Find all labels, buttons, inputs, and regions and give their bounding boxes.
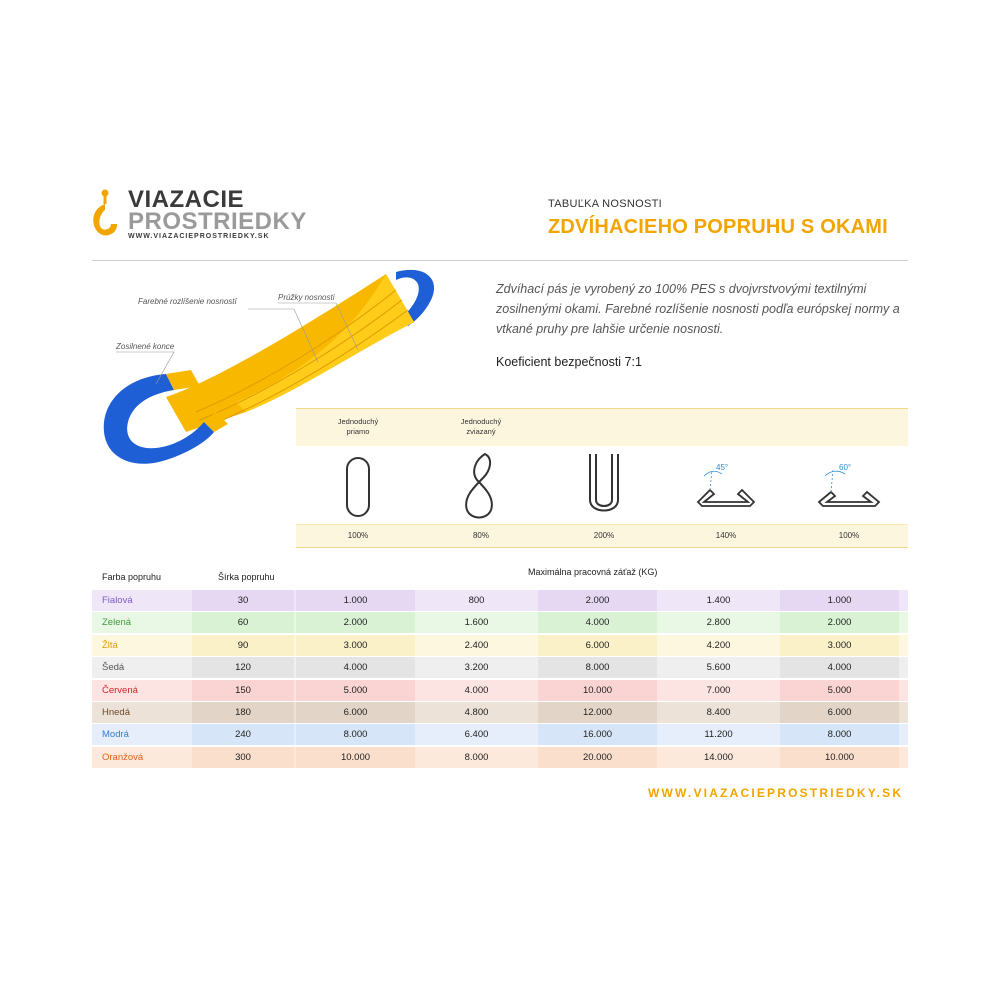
row-load-value: 11.200	[659, 724, 778, 745]
method-3-factor: 200%	[593, 531, 615, 540]
row-load-value: 2.800	[659, 612, 778, 633]
row-load-value: 4.000	[417, 680, 536, 701]
row-load-value: 1.000	[296, 590, 415, 611]
row-load-value: 8.400	[659, 702, 778, 723]
method-1-factor: 100%	[347, 531, 369, 540]
row-load-value: 4.000	[296, 657, 415, 678]
row-load-value: 10.000	[538, 680, 657, 701]
row-width: 300	[192, 747, 294, 768]
callout-stripes: Prúžky nosnosti	[278, 293, 335, 302]
method-5-factor: 100%	[838, 531, 860, 540]
row-load-value: 6.000	[780, 702, 899, 723]
row-load-value: 14.000	[659, 747, 778, 768]
product-description: Zdvíhací pás je vyrobený zo 100% PES s dvojvrstvovými textilnými zosilnenými okami. Farebné rozlíšenie nosnosti podľa európskej normy a vtkané pruhy pre lahšie určenie nosnosti.	[496, 282, 900, 336]
choke-loop-icon	[441, 450, 521, 522]
method-1-label-line1: Jednoduchý	[337, 417, 379, 426]
row-load-value: 800	[417, 590, 536, 611]
row-load-value: 20.000	[538, 747, 657, 768]
method-2-label-line1: Jednoduchý	[460, 417, 502, 426]
row-load-value: 6.000	[296, 702, 415, 723]
table-row	[92, 612, 908, 633]
row-load-value: 5.000	[780, 680, 899, 701]
row-load-value: 4.200	[659, 635, 778, 656]
table-row	[92, 747, 908, 768]
row-load-value: 4.000	[538, 612, 657, 633]
row-load-value: 4.800	[417, 702, 536, 723]
table-row	[92, 635, 908, 656]
method-1-label-line2: priamo	[346, 427, 370, 436]
basket-45-icon	[686, 450, 766, 522]
row-load-value: 7.000	[659, 680, 778, 701]
row-load-value: 12.000	[538, 702, 657, 723]
brand-url: WWW.VIAZACIEPROSTRIEDKY.SK	[128, 233, 270, 240]
row-width: 90	[192, 635, 294, 656]
row-width: 120	[192, 657, 294, 678]
table-row	[92, 590, 908, 611]
row-load-value: 8.000	[538, 657, 657, 678]
row-load-value: 10.000	[296, 747, 415, 768]
table-row	[92, 724, 908, 745]
row-load-value: 8.000	[296, 724, 415, 745]
row-load-value: 16.000	[538, 724, 657, 745]
row-load-value: 8.000	[780, 724, 899, 745]
angle-60-label: 60°	[839, 463, 852, 472]
row-width: 180	[192, 702, 294, 723]
row-color-name: Hnedá	[92, 702, 192, 723]
table-row	[92, 702, 908, 723]
col-header-width: Šírka popruhu	[218, 572, 275, 582]
brand-name-line1: VIAZACIE	[128, 186, 245, 213]
row-color-name: Modrá	[92, 724, 192, 745]
page-title: ZDVÍHACIEHO POPRUHU S OKAMI	[548, 216, 888, 238]
u-basket-icon	[564, 450, 644, 522]
row-load-value: 1.400	[659, 590, 778, 611]
row-color-name: Červená	[92, 680, 192, 701]
basket-60-icon	[809, 450, 889, 522]
table-row	[92, 657, 908, 678]
row-load-value: 8.000	[417, 747, 536, 768]
row-load-value: 3.000	[780, 635, 899, 656]
row-load-value: 3.200	[417, 657, 536, 678]
method-4-factor: 140%	[715, 531, 737, 540]
col-header-color: Farba popruhu	[102, 572, 162, 582]
callout-reinforced-ends: Zosilnené konce	[116, 342, 175, 351]
hook-logo-icon	[88, 188, 122, 240]
table-row	[92, 680, 908, 701]
row-load-value: 1.600	[417, 612, 536, 633]
row-load-value: 10.000	[780, 747, 899, 768]
header-divider	[92, 260, 908, 261]
page-subtitle: TABUĽKA NOSNOSTI	[548, 198, 663, 210]
row-load-value: 6.000	[538, 635, 657, 656]
row-width: 60	[192, 612, 294, 633]
row-color-name: Oranžová	[92, 747, 192, 768]
row-width: 150	[192, 680, 294, 701]
angle-45-label: 45°	[716, 463, 729, 472]
row-load-value: 2.400	[417, 635, 536, 656]
row-color-name: Žltá	[92, 635, 192, 656]
row-load-value: 2.000	[780, 612, 899, 633]
row-load-value: 5.000	[296, 680, 415, 701]
footer-url: WWW.VIAZACIEPROSTRIEDKY.SK	[648, 786, 904, 800]
row-width: 240	[192, 724, 294, 745]
row-load-value: 4.000	[780, 657, 899, 678]
brand-name-line2: PROSTRIEDKY	[128, 208, 307, 235]
callout-color-coding: Farebné rozlíšenie nosností	[138, 297, 237, 306]
row-load-value: 1.000	[780, 590, 899, 611]
row-color-name: Zelená	[92, 612, 192, 633]
safety-factor: Koeficient bezpečnosti 7:1	[496, 355, 642, 369]
row-color-name: Fialová	[92, 590, 192, 611]
row-load-value: 2.000	[538, 590, 657, 611]
method-2-factor: 80%	[472, 531, 489, 540]
row-load-value: 6.400	[417, 724, 536, 745]
method-2-label-line2: zviazaný	[466, 427, 496, 436]
straight-loop-icon	[318, 450, 398, 522]
lifting-methods-panel	[296, 408, 908, 548]
row-color-name: Šedá	[92, 657, 192, 678]
row-load-value: 2.000	[296, 612, 415, 633]
col-header-load: Maximálna pracovná záťaž (KG)	[528, 567, 658, 577]
row-load-value: 5.600	[659, 657, 778, 678]
row-width: 30	[192, 590, 294, 611]
row-load-value: 3.000	[296, 635, 415, 656]
